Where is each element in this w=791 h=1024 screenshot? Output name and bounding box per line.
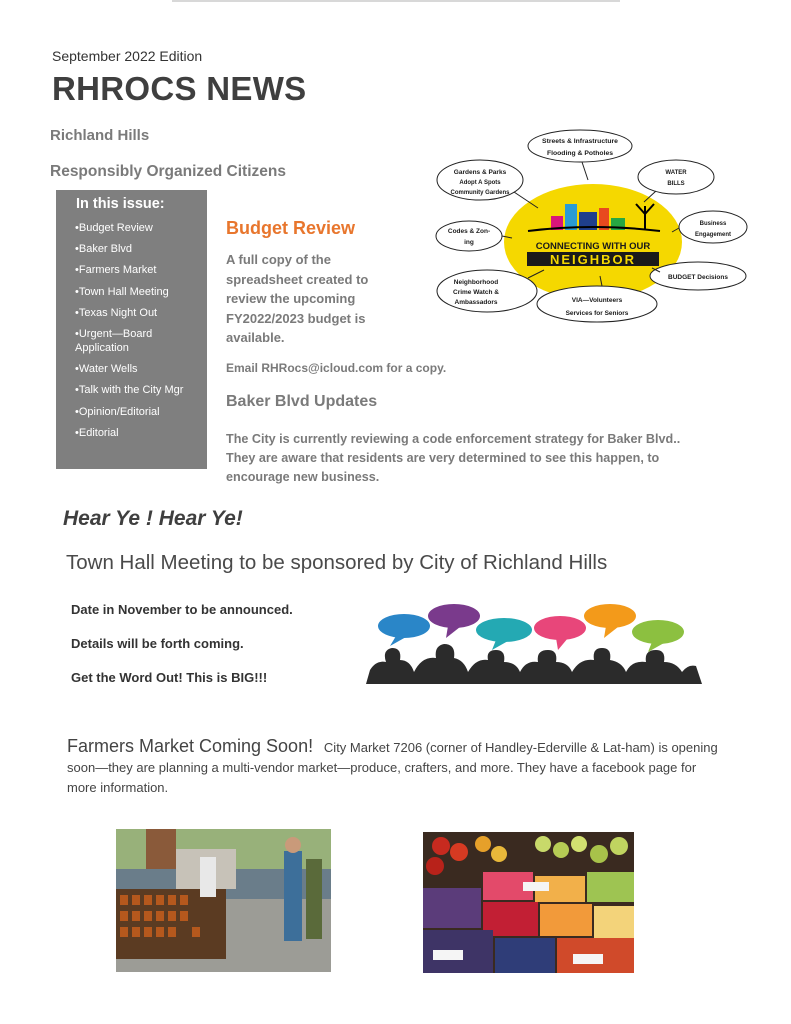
budget-review-title: Budget Review bbox=[226, 218, 356, 238]
sidebar-list bbox=[75, 221, 203, 447]
sidebar-item-town-hall[interactable]: • Town Hall Meeting bbox=[75, 285, 203, 299]
bubble-crime-line2: Crime Watch & bbox=[453, 289, 499, 296]
bubble-codes-line2: ing bbox=[464, 239, 474, 246]
sidebar-item-board-application[interactable]: • Urgent—Board Application bbox=[75, 327, 203, 355]
bubble-codes-line1: Codes & Zon- bbox=[447, 228, 491, 235]
town-hall-call-to-action: Get the Word Out! This is BIG!!! bbox=[71, 670, 268, 685]
bubble-business-line1: Business bbox=[699, 221, 727, 227]
farmers-market-produce-photo bbox=[423, 832, 634, 973]
hear-ye-heading: Hear Ye ! Hear Ye! bbox=[63, 507, 243, 530]
neighbor-diagram bbox=[432, 128, 750, 326]
sidebar-heading: In this issue: bbox=[76, 196, 165, 212]
sidebar-item-editorial[interactable]: • Editorial bbox=[75, 426, 203, 440]
top-rule bbox=[172, 0, 620, 2]
town-hall-headline: Town Hall Meeting to be sponsored by City of Richland Hills bbox=[66, 551, 608, 574]
in-this-issue-sidebar bbox=[56, 190, 207, 469]
bubble-gardens-line3: Community Gardens bbox=[450, 190, 510, 196]
bubble-business-line2: Engagement bbox=[694, 232, 732, 238]
sidebar-item-opinion-editorial[interactable]: • Opinion/Editorial bbox=[75, 405, 203, 419]
page-title: RHROCS NEWS bbox=[52, 70, 307, 107]
farmers-market-block bbox=[67, 736, 727, 798]
edition-label: September 2022 Edition bbox=[52, 48, 203, 64]
farmers-market-headline: Farmers Market Coming Soon! bbox=[67, 736, 314, 756]
banner-line1: CONNECTING WITH OUR bbox=[535, 241, 651, 252]
town-hall-date: Date in November to be announced. bbox=[71, 602, 293, 617]
bubble-water-line1: WATER bbox=[665, 170, 687, 176]
bubble-streets-line2: Flooding & Potholes bbox=[546, 150, 614, 157]
bubble-via-line2: Services for Seniors bbox=[565, 310, 629, 317]
subtitle-org: Responsibly Organized Citizens bbox=[50, 163, 286, 180]
baker-blvd-title: Baker Blvd Updates bbox=[226, 393, 378, 410]
bubble-gardens-line1: Gardens & Parks bbox=[453, 169, 507, 176]
banner-line2: NEIGHBOR bbox=[549, 252, 637, 267]
speech-bubbles bbox=[378, 604, 684, 652]
bubble-water-line2: BILLS bbox=[667, 181, 685, 187]
budget-email-text: Email RHRocs@icloud.com for a copy. bbox=[226, 361, 447, 375]
sidebar-item-budget-review[interactable]: • Budget Review bbox=[75, 221, 203, 235]
subtitle-city: Richland Hills bbox=[50, 127, 150, 144]
bubble-streets-line1: Streets & Infrastructure bbox=[542, 138, 618, 145]
sidebar-item-city-mgr[interactable]: • Talk with the City Mgr bbox=[75, 383, 203, 397]
sidebar-item-texas-night-out[interactable]: • Texas Night Out bbox=[75, 306, 203, 320]
bubble-budget: BUDGET Decisions bbox=[668, 274, 728, 281]
budget-review-text: A full copy of the spreadsheet created to review the upcoming FY2022/2023 budget is available. bbox=[226, 252, 369, 345]
farmers-market-text: City Market 7206 (corner of Handley-Ederville & Lat-ham) is opening soon—they are planning a multi-vendor market—produce, crafters, and more. They have a facebook page for more information. bbox=[67, 740, 718, 795]
farmers-market-stall-photo bbox=[116, 829, 331, 972]
sidebar-item-farmers-market[interactable]: • Farmers Market bbox=[75, 263, 203, 277]
baker-blvd-text: The City is currently reviewing a code enforcement strategy for Baker Blvd.. They are aware that residents are very determined to see this happen, to encourage new business. bbox=[226, 432, 681, 484]
sidebar-item-water-wells[interactable]: • Water Wells bbox=[75, 362, 203, 376]
bubble-gardens-line2: Adopt A Spots bbox=[459, 180, 501, 186]
bubble-via-line1: VIA—Volunteers bbox=[571, 297, 623, 304]
town-hall-details: Details will be forth coming. bbox=[71, 636, 244, 651]
bubble-crime-line3: Ambassadors bbox=[454, 299, 498, 306]
crowd-speech-bubbles-illustration bbox=[366, 600, 702, 684]
crowd-silhouette bbox=[366, 644, 702, 684]
bubble-crime-line1: Neighborhood bbox=[453, 279, 499, 286]
sidebar-item-baker-blvd[interactable]: • Baker Blvd bbox=[75, 242, 203, 256]
